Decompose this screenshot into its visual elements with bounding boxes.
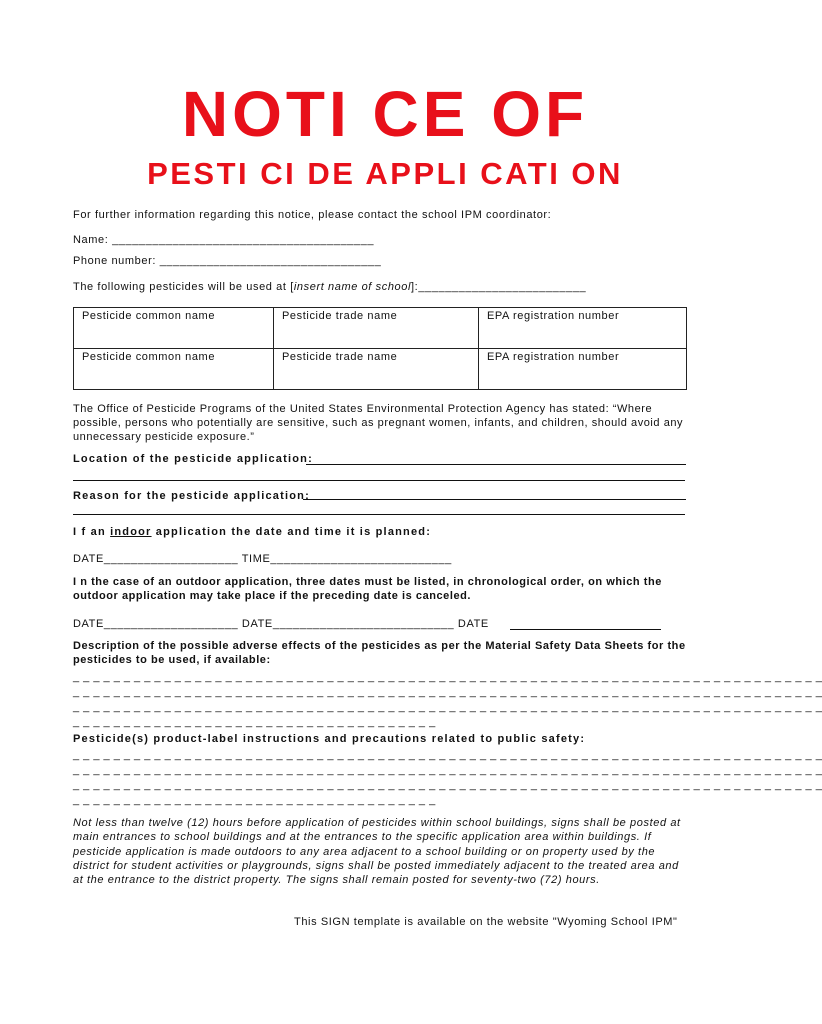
reason-blank-2[interactable] [73,514,685,515]
description-label: Description of the possible adverse effects of the pesticides as per the Material Safety Data Sheets for the pesticides to be used, if available: [73,640,686,666]
safety-label: Pesticide(s) product-label instructions and precautions related to public safety: [73,733,586,745]
signage-note: Not less than twelve (12) hours before application of pesticides within school buildings, signs shall be posted at main entrances to school buildings and at the entrances to the specific application area within buildings. If pesticide application is made outdoors to any area adjacent to a school building or on property used by the district for student activities or playgrounds, signs shall be posted immediately adjacent to the treated area and at the entrance to the district property. The signs shall remain posted for seventy-two (72) hours. [73,817,681,887]
name-label: Name: [73,234,113,246]
indoor-date-time[interactable] [73,552,452,566]
following-prefix: The following pesticides will be used at [ [73,281,294,293]
pesticide-table [73,307,687,390]
table-row [74,308,687,349]
location-label: Location of the pesticide application: [73,453,313,465]
outdoor-dates[interactable] [73,617,489,631]
outdoor-date3-blank[interactable] [510,629,661,630]
reason-blank[interactable] [303,499,686,500]
table-cell[interactable]: EPA registration number [479,308,687,349]
outdoor-date2-label: DATE [238,618,273,630]
phone-label: Phone number: [73,255,160,267]
table-cell[interactable]: EPA registration number [479,349,687,390]
description-blank-line[interactable]: _ _ _ _ _ _ _ _ _ _ _ _ _ _ _ _ _ _ _ _ _ _ _ _ _ _ _ _ _ _ _ _ _ _ _ _ _ _ _ _ _ _ _ _ _ _ _ _ _ _ _ _ _ _ _ _ _ _ _ _ _ _ _ _ _ _ _ _ _ _ _ _ _ _ [73,701,822,713]
table-row [74,349,687,390]
following-suffix: ]: [411,281,419,293]
school-blank[interactable]: _________________________ [418,281,587,293]
outdoor-date1-label: DATE [73,618,104,630]
table-cell[interactable]: Pesticide trade name [274,308,479,349]
description-blank-line[interactable]: _ _ _ _ _ _ _ _ _ _ _ _ _ _ _ _ _ _ _ _ _ _ _ _ _ _ _ _ _ _ _ _ _ _ _ _ _ _ _ _ _ _ _ _ _ _ _ _ _ _ _ _ _ _ _ _ _ _ _ _ _ _ _ _ _ _ _ _ _ _ _ _ _ _ [73,686,822,698]
phone-field[interactable] [73,254,381,268]
table-cell[interactable]: Pesticide common name [74,349,274,390]
name-field[interactable] [73,233,374,247]
description-blank-line[interactable]: _ _ _ _ _ _ _ _ _ _ _ _ _ _ _ _ _ _ _ _ _ _ _ _ _ _ _ _ _ _ _ _ _ _ _ _ [73,716,436,728]
outdoor-date3-label: DATE [454,618,489,630]
school-line[interactable] [73,280,586,294]
name-blank[interactable]: _______________________________________ [112,234,375,246]
location-blank[interactable] [306,464,686,465]
indoor-label [73,525,431,539]
further-info-text: For further information regarding this notice, please contact the school IPM coordinator: [73,209,552,221]
reason-label: Reason for the pesticide application: [73,490,310,502]
indoor-prefix: I f an [73,526,111,538]
epa-statement: The Office of Pesticide Programs of the United States Environmental Protection Agency has stated: “Where possible, persons who potentially are sensitive, such as pregnant women, infants, and children, should avoid any unnecessary pesticide exposure.” [73,403,684,443]
title-notice-of: NOTI CE OF [181,78,589,150]
indoor-time-label: TIME [238,553,271,565]
indoor-date-label: DATE [73,553,104,565]
title-pesticide-application: PESTI CI DE APPLI CATI ON [147,156,623,191]
safety-blank-line[interactable]: _ _ _ _ _ _ _ _ _ _ _ _ _ _ _ _ _ _ _ _ _ _ _ _ _ _ _ _ _ _ _ _ _ _ _ _ _ _ _ _ _ _ _ _ _ _ _ _ _ _ _ _ _ _ _ _ _ _ _ _ _ _ _ _ _ _ _ _ _ _ _ _ _ _ [73,764,822,776]
indoor-date-blank[interactable]: ____________________ [103,553,239,565]
description-blank-line[interactable]: _ _ _ _ _ _ _ _ _ _ _ _ _ _ _ _ _ _ _ _ _ _ _ _ _ _ _ _ _ _ _ _ _ _ _ _ _ _ _ _ _ _ _ _ _ _ _ _ _ _ _ _ _ _ _ _ _ _ _ _ _ _ _ _ _ _ _ _ _ _ _ _ _ _ [73,671,822,683]
safety-blank-line[interactable]: _ _ _ _ _ _ _ _ _ _ _ _ _ _ _ _ _ _ _ _ _ _ _ _ _ _ _ _ _ _ _ _ _ _ _ _ [73,794,436,806]
outdoor-instructions: I n the case of an outdoor application, three dates must be listed, in chronological order, on which the outdoor application may take place if the preceding date is canceled. [73,576,662,602]
safety-blank-line[interactable]: _ _ _ _ _ _ _ _ _ _ _ _ _ _ _ _ _ _ _ _ _ _ _ _ _ _ _ _ _ _ _ _ _ _ _ _ _ _ _ _ _ _ _ _ _ _ _ _ _ _ _ _ _ _ _ _ _ _ _ _ _ _ _ _ _ _ _ _ _ _ _ _ _ _ [73,779,822,791]
outdoor-date2-blank[interactable]: ___________________________ [272,618,455,630]
table-cell[interactable]: Pesticide trade name [274,349,479,390]
indoor-suffix: application the date and time it is planned: [151,526,432,538]
outdoor-date1-blank[interactable]: ____________________ [103,618,239,630]
footer-note: This SIGN template is available on the website "Wyoming School IPM" [294,916,678,928]
table-cell[interactable]: Pesticide common name [74,308,274,349]
safety-blank-line[interactable]: _ _ _ _ _ _ _ _ _ _ _ _ _ _ _ _ _ _ _ _ _ _ _ _ _ _ _ _ _ _ _ _ _ _ _ _ _ _ _ _ _ _ _ _ _ _ _ _ _ _ _ _ _ _ _ _ _ _ _ _ _ _ _ _ _ _ _ _ _ _ _ _ _ _ [73,749,822,761]
indoor-underlined: indoor [110,526,152,538]
school-placeholder: insert name of school [293,281,412,293]
phone-blank[interactable]: _________________________________ [159,255,382,267]
indoor-time-blank[interactable]: ___________________________ [270,553,452,565]
location-blank-2[interactable] [73,480,685,481]
